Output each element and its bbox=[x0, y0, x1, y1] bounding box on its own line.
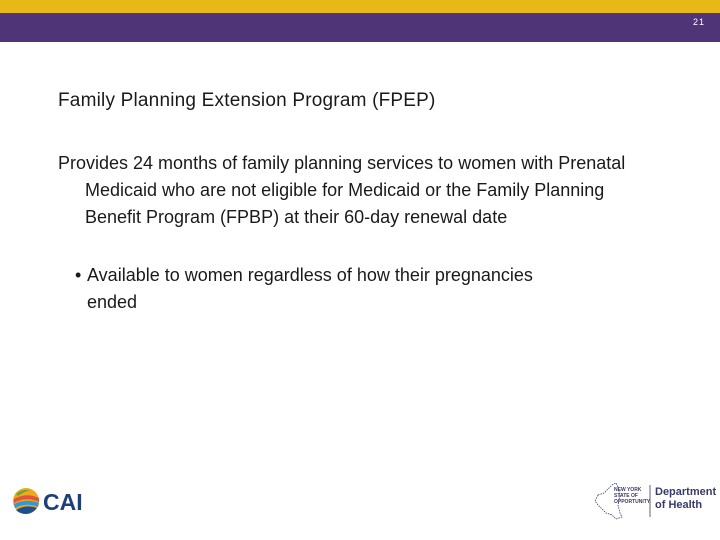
slide-title: Family Planning Extension Program (FPEP) bbox=[58, 90, 436, 111]
cai-logo bbox=[12, 482, 88, 520]
cai-logo-text: CAI bbox=[43, 489, 83, 515]
cai-swirl-icon bbox=[13, 488, 39, 514]
bullet-text: Available to women regardless of how their pregnancies ended bbox=[87, 265, 533, 312]
doh-line-2: of Health bbox=[655, 499, 703, 511]
department-of-health-text bbox=[655, 486, 717, 512]
bullet-item bbox=[75, 262, 557, 316]
ny-state-text bbox=[614, 487, 654, 505]
ny-line-3: OPPORTUNITY. bbox=[614, 499, 651, 505]
slide-number: 21 bbox=[692, 17, 705, 27]
body-paragraph: Provides 24 months of family planning services to women with Prenatal Medicaid who are not eligible for Medicaid or the Family Planning Benefit Program (FPBP) at their 60-day renewal date bbox=[58, 153, 626, 227]
header-band bbox=[0, 13, 720, 42]
bullet-icon: • bbox=[75, 265, 82, 285]
ny-line-1: NEW YORK bbox=[614, 487, 642, 493]
doh-line-1: Department bbox=[655, 486, 717, 498]
ny-line-2: STATE OF bbox=[614, 493, 638, 499]
top-accent-band bbox=[0, 0, 720, 13]
